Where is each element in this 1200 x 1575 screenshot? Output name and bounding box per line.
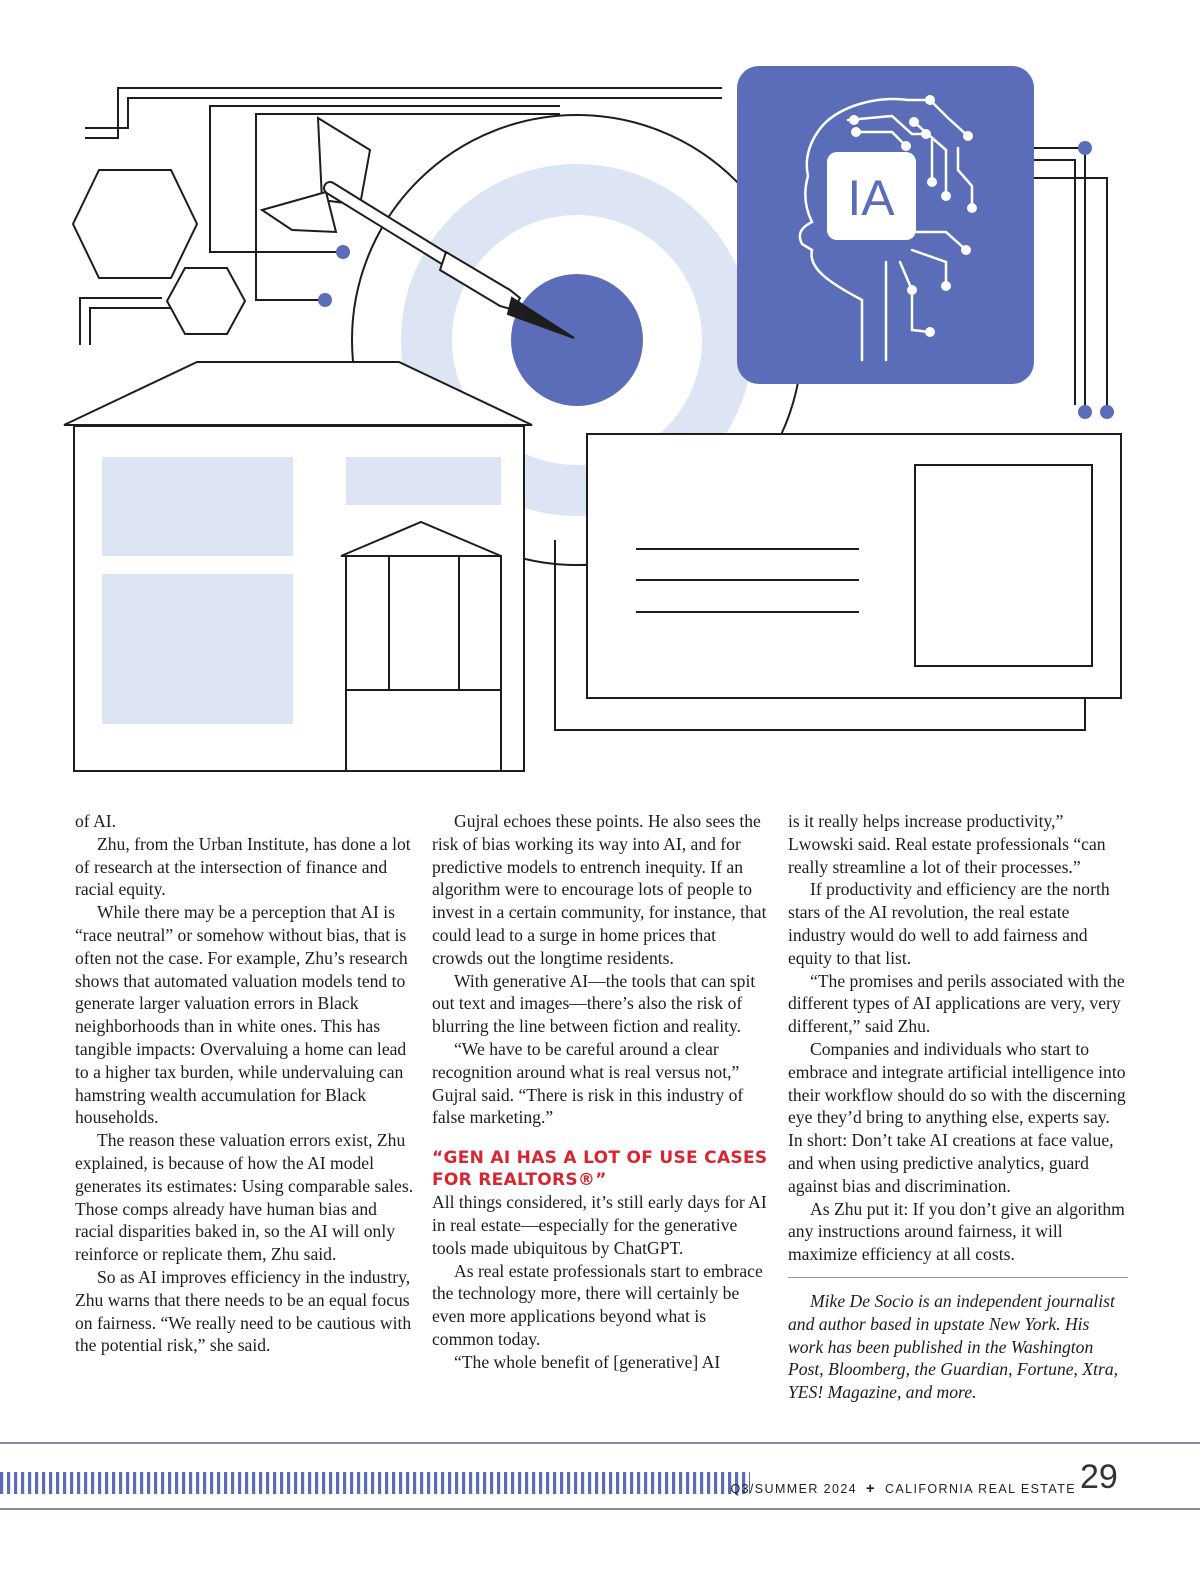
paragraph: Gujral echoes these points. He also sees the risk of bias working its way into AI, and for predictive models to entrench inequity. If an algorithm were to encourage lots of people to invest in a certain community, for instance, that could lead to a surge in home prices that crowds out the longtime residents. (432, 811, 767, 968)
paragraph: of AI. (75, 811, 117, 831)
paragraph: The reason these valuation errors exist, Zhu explained, is because of how the AI model generates its estimates: Using comparable sales. Those comps already have human bias and racial disparities baked in, so the AI will only reinforce or replicate them, Zhu said. (75, 1130, 414, 1265)
circuit-lines-right (1030, 148, 1107, 412)
paragraph: All things considered, it’s still early days for AI in real estate—especially for the generative tools made ubiquitous by ChatGPT. (432, 1192, 767, 1258)
footer-publication-line (730, 1480, 1076, 1497)
article-column-2 (432, 810, 770, 1374)
paragraph: “We have to be careful around a clear recognition around what is real versus not,” Gujral said. “There is risk in this industry of false marketing.” (432, 1038, 744, 1128)
paragraph: While there may be a perception that AI is “race neutral” or somehow without bias, that is often not the case. For example, Zhu’s research shows that automated valuation models tend to generate larger valuation errors in Black neighborhoods than in white ones. This has tangible impacts: Overvaluing a home can lead to a higher tax burden, while undervaluing can hamstring wealth accumulation for Black households. (75, 902, 408, 1128)
bio-divider (788, 1277, 1128, 1278)
paragraph: “The whole benefit of [generative] AI (454, 1351, 721, 1372)
article-column-3 (788, 810, 1128, 1404)
paragraph: “The promises and perils associated with the different types of AI applications are very, very different,” said Zhu. (788, 970, 1125, 1037)
footer-publication: CALIFORNIA REAL ESTATE (884, 1482, 1076, 1496)
paragraph: is it really helps increase productivity,” Lwowski said. Real estate professionals “can really streamline a lot of their processes.” (788, 811, 1106, 877)
paragraph: As real estate professionals start to embrace the technology more, there will certainly be even more applications beyond what is common today. (432, 1260, 763, 1349)
hexagon-small (167, 268, 245, 334)
page-number: 29 (1080, 1458, 1118, 1496)
circuit-node (1078, 405, 1092, 419)
footer-separator: + (865, 1480, 877, 1497)
paragraph: Companies and individuals who start to embrace and integrate artificial intelligence into their workflow should do so with the discerning eye they’d bring to anything else, experts say. In short: Don’t take AI creations at face value, and when using predictive analytics, guard against bias and discrimination. (788, 1038, 1126, 1196)
ai-badge-text: IA (847, 170, 895, 226)
article-column-1 (75, 810, 415, 1357)
circuit-node (1078, 141, 1092, 155)
author-bio: Mike De Socio is an independent journalist and author based in upstate New York. His work has been published in the Washington Post, Bloomberg, the Guardian, Fortune, Xtra, YES! Magazine, and more. (788, 1290, 1119, 1403)
paragraph: Zhu, from the Urban Institute, has done a lot of research at the intersection of finance and racial equity. (75, 833, 411, 900)
document-card-icon (555, 434, 1121, 730)
paragraph: With generative AI—the tools that can spit out text and images—there’s also the risk of blurring the line between fiction and reality. (432, 970, 756, 1037)
footer-rule (0, 1442, 1200, 1444)
paragraph: So as AI improves efficiency in the industry, Zhu warns that there needs to be an equal focus on fairness. “We really need to be cautious with the potential risk,” she said. (75, 1266, 412, 1356)
circuit-node (336, 245, 350, 259)
footer-stripe-pattern (0, 1472, 760, 1494)
footer-issue: Q3/SUMMER 2024 (730, 1482, 858, 1496)
circuit-node (318, 293, 332, 307)
paragraph: If productivity and efficiency are the north stars of the AI revolution, the real estate industry would do well to add fairness and equity to that list. (788, 879, 1110, 968)
paragraph: As Zhu put it: If you don’t give an algorithm any instructions around fairness, it will maximize efficiency at all costs. (788, 1198, 1125, 1265)
footer-rule (0, 1508, 1200, 1510)
section-subhead: “GEN AI HAS A LOT OF USE CASES FOR REALTORS®” (432, 1148, 768, 1191)
hexagon-large (73, 170, 197, 278)
circuit-node (1100, 405, 1114, 419)
house-icon (64, 362, 532, 771)
